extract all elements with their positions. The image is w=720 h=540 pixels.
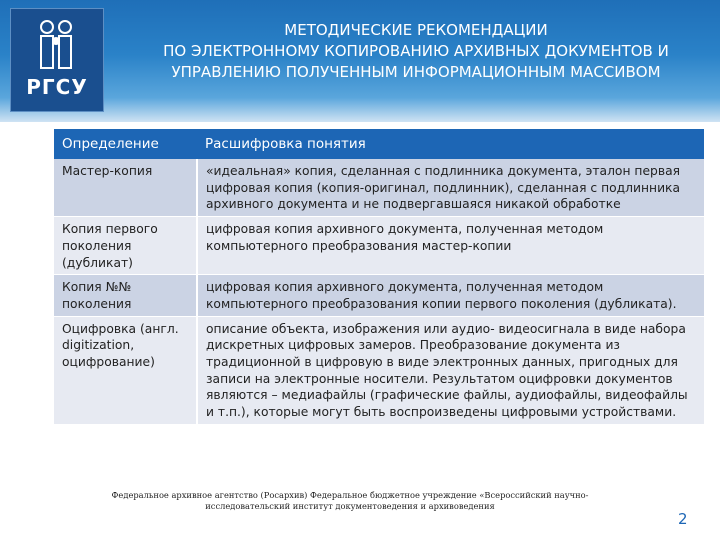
column-header-term: Определение [54, 129, 197, 159]
definition-cell: цифровая копия архивного документа, полученная методом компьютерного преобразования копии первого поколения (дубликата). [197, 275, 704, 316]
definitions-table [54, 129, 704, 425]
table-row [54, 316, 704, 424]
footer-text [40, 490, 660, 512]
definition-cell: цифровая копия архивного документа, полученная методом компьютерного преобразования мастер-копии [197, 217, 704, 275]
table-header-row [54, 129, 704, 159]
term-cell: Копия первого поколения (дубликат) [54, 217, 197, 275]
rgsu-logo [10, 8, 104, 112]
slide-title [118, 20, 714, 83]
term-cell: Оцифровка (англ. digitization, оцифрование) [54, 316, 197, 424]
title-line: ПО ЭЛЕКТРОННОМУ КОПИРОВАНИЮ АРХИВНЫХ ДОКУМЕНТОВ И [163, 42, 669, 60]
page-number: 2 [678, 510, 688, 528]
term-cell: Мастер-копия [54, 159, 197, 217]
footer-line: исследовательский институт документоведения и архивоведения [205, 501, 495, 511]
table-row [54, 159, 704, 217]
definition-cell: «идеальная» копия, сделанная с подлинника документа, эталон первая цифровая копия (копия-оригинал, подлинник), сделанная с подлинника архивного документа и не подвергавшаяся никакой обработке [197, 159, 704, 217]
logo-text: РГСУ [26, 75, 88, 99]
title-line: УПРАВЛЕНИЮ ПОЛУЧЕННЫМ ИНФОРМАЦИОННЫМ МАССИВОМ [171, 63, 661, 81]
figures-logo-icon [35, 19, 79, 71]
title-line: МЕТОДИЧЕСКИЕ РЕКОМЕНДАЦИИ [284, 21, 548, 39]
footer-line: Федеральное архивное агентство (Росархив) Федеральное бюджетное учреждение «Всероссийский научно- [111, 490, 589, 500]
term-cell: Копия №№ поколения [54, 275, 197, 316]
slide-header [0, 0, 720, 122]
column-header-definition: Расшифровка понятия [197, 129, 704, 159]
table-row [54, 275, 704, 316]
definition-cell: описание объекта, изображения или аудио- видеосигнала в виде набора дискретных цифровых замеров. Преобразование документа из традиционной в цифровую в виде электронных данных, пригодных для записи на электронные носители. Результатом оцифровки документов являются – медиафайлы (графические файлы, аудиофайлы, видеофайлы и т.п.), которые могут быть воспроизведены цифровыми устройствами. [197, 316, 704, 424]
table-row [54, 217, 704, 275]
